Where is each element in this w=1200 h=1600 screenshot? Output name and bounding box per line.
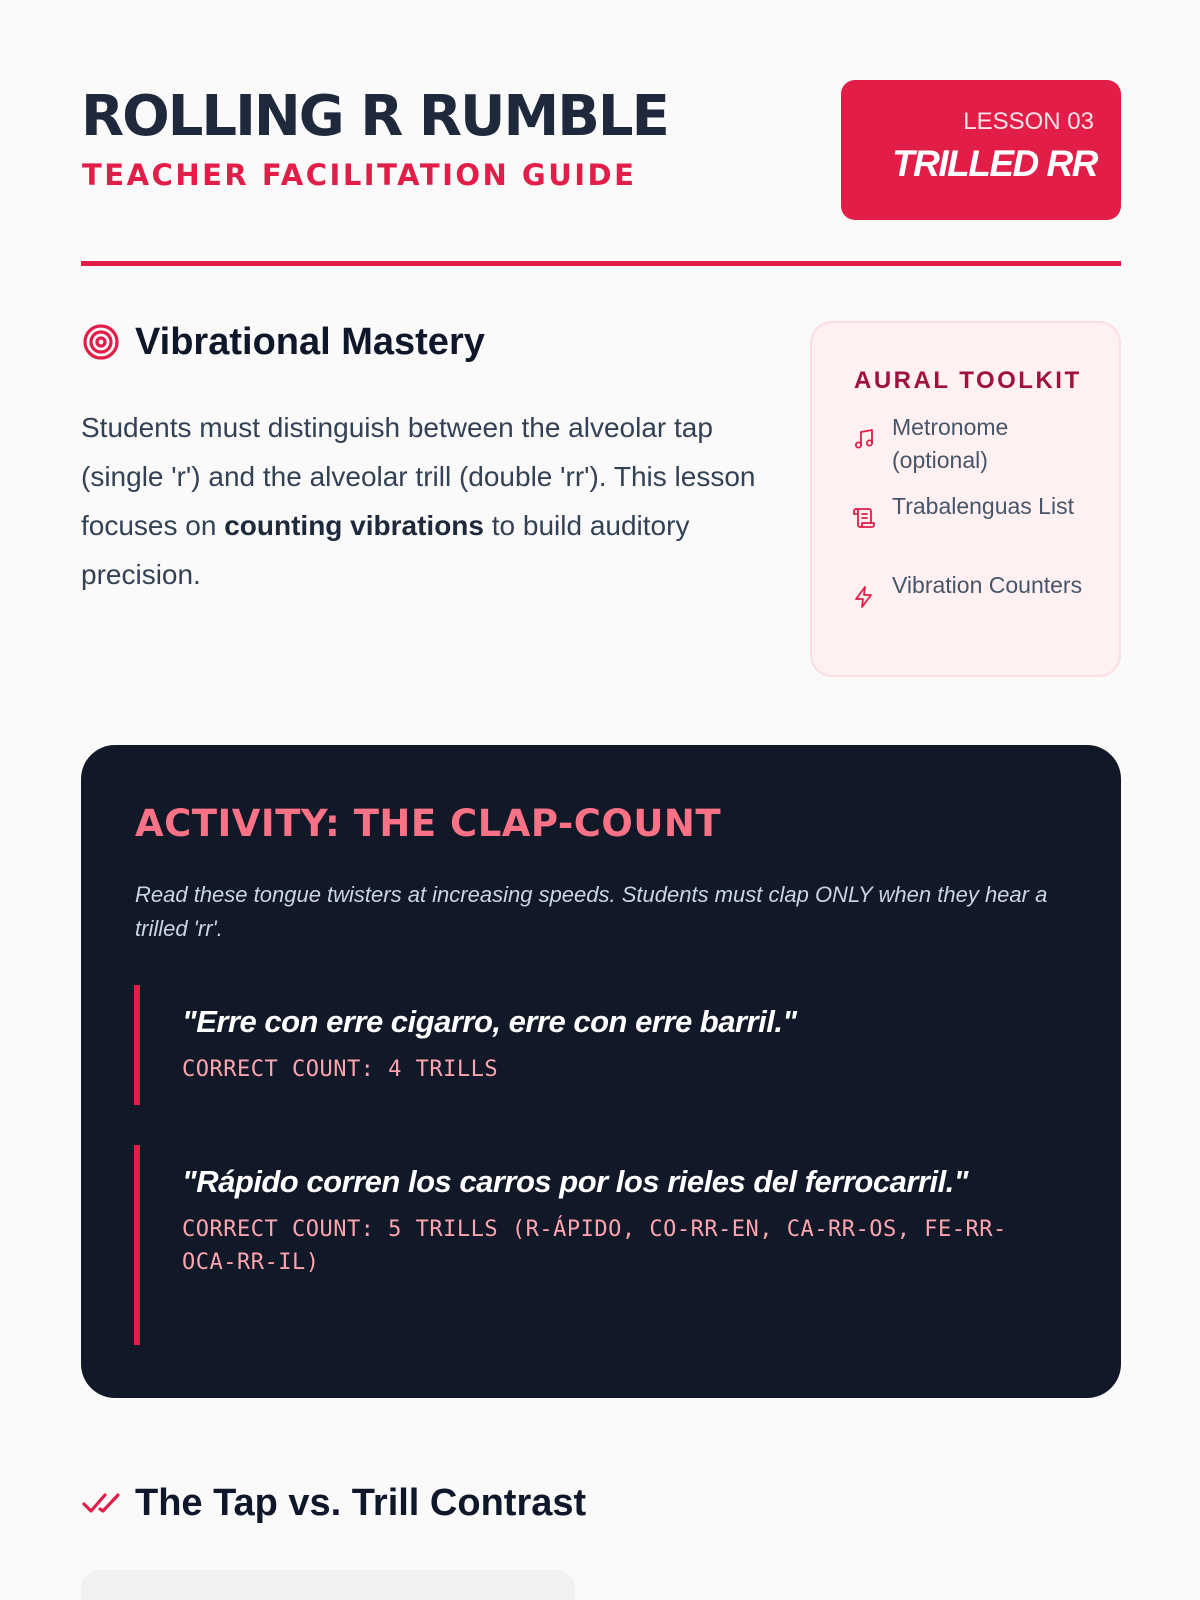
lesson-number: LESSON 03	[963, 108, 1094, 135]
page-subtitle: TEACHER FACILITATION GUIDE	[82, 158, 637, 192]
intro-text: Students must distinguish between the alveolar tap (single 'r') and the alveolar trill (double 'rr'). This lesson focuses on	[81, 412, 756, 541]
contrast-card	[81, 1570, 575, 1600]
toolkit-item-metronome	[852, 411, 1092, 477]
mastery-intro	[81, 403, 771, 599]
mastery-heading-text: Vibrational Mastery	[135, 321, 485, 363]
toolkit-item-label: Metronome (optional)	[892, 414, 1009, 473]
double-check-icon	[81, 1483, 121, 1523]
twister-count: CORRECT COUNT: 5 TRILLS (R-ÁPIDO, CO-RR-EN, CA-RR-OS, FE-RR-OCA-RR-IL)	[182, 1217, 1007, 1275]
twister-item	[134, 985, 1034, 1105]
lesson-name: TRILLED RR	[892, 143, 1097, 184]
lesson-badge	[841, 80, 1121, 220]
lightning-icon	[852, 585, 876, 609]
twister-count: CORRECT COUNT: 4 TRILLS	[182, 1057, 499, 1082]
page-title: ROLLING R RUMBLE	[81, 84, 668, 149]
target-icon	[81, 322, 121, 362]
toolkit-item-trabalenguas	[852, 490, 1092, 530]
activity-panel	[81, 745, 1121, 1398]
scroll-icon	[852, 506, 876, 530]
header-divider	[81, 261, 1121, 266]
twister-quote: "Erre con erre cigarro, erre con erre barril."	[182, 1004, 797, 1039]
activity-description: Read these tongue twisters at increasing speeds. Students must clap ONLY when they hear a trilled 'rr'.	[135, 882, 1048, 941]
contrast-heading	[81, 1480, 586, 1526]
music-note-icon	[852, 427, 876, 451]
toolkit-item-counters	[852, 569, 1092, 609]
toolkit-item-label: Vibration Counters	[892, 572, 1083, 598]
mastery-heading	[81, 319, 485, 365]
contrast-heading-text: The Tap vs. Trill Contrast	[135, 1482, 587, 1524]
intro-emphasis: counting vibrations	[224, 510, 484, 541]
toolkit-title: AURAL TOOLKIT	[854, 367, 1082, 394]
aural-toolkit-card	[810, 321, 1121, 677]
page-header	[81, 80, 1121, 220]
intro-text-end: to build auditory precision.	[81, 510, 690, 590]
twister-item	[134, 1145, 1034, 1345]
toolkit-item-label: Trabalenguas List	[892, 493, 1074, 519]
activity-title: ACTIVITY: THE CLAP-COUNT	[135, 802, 722, 845]
twister-quote: "Rápido corren los carros por los rieles del ferrocarril."	[182, 1164, 969, 1199]
